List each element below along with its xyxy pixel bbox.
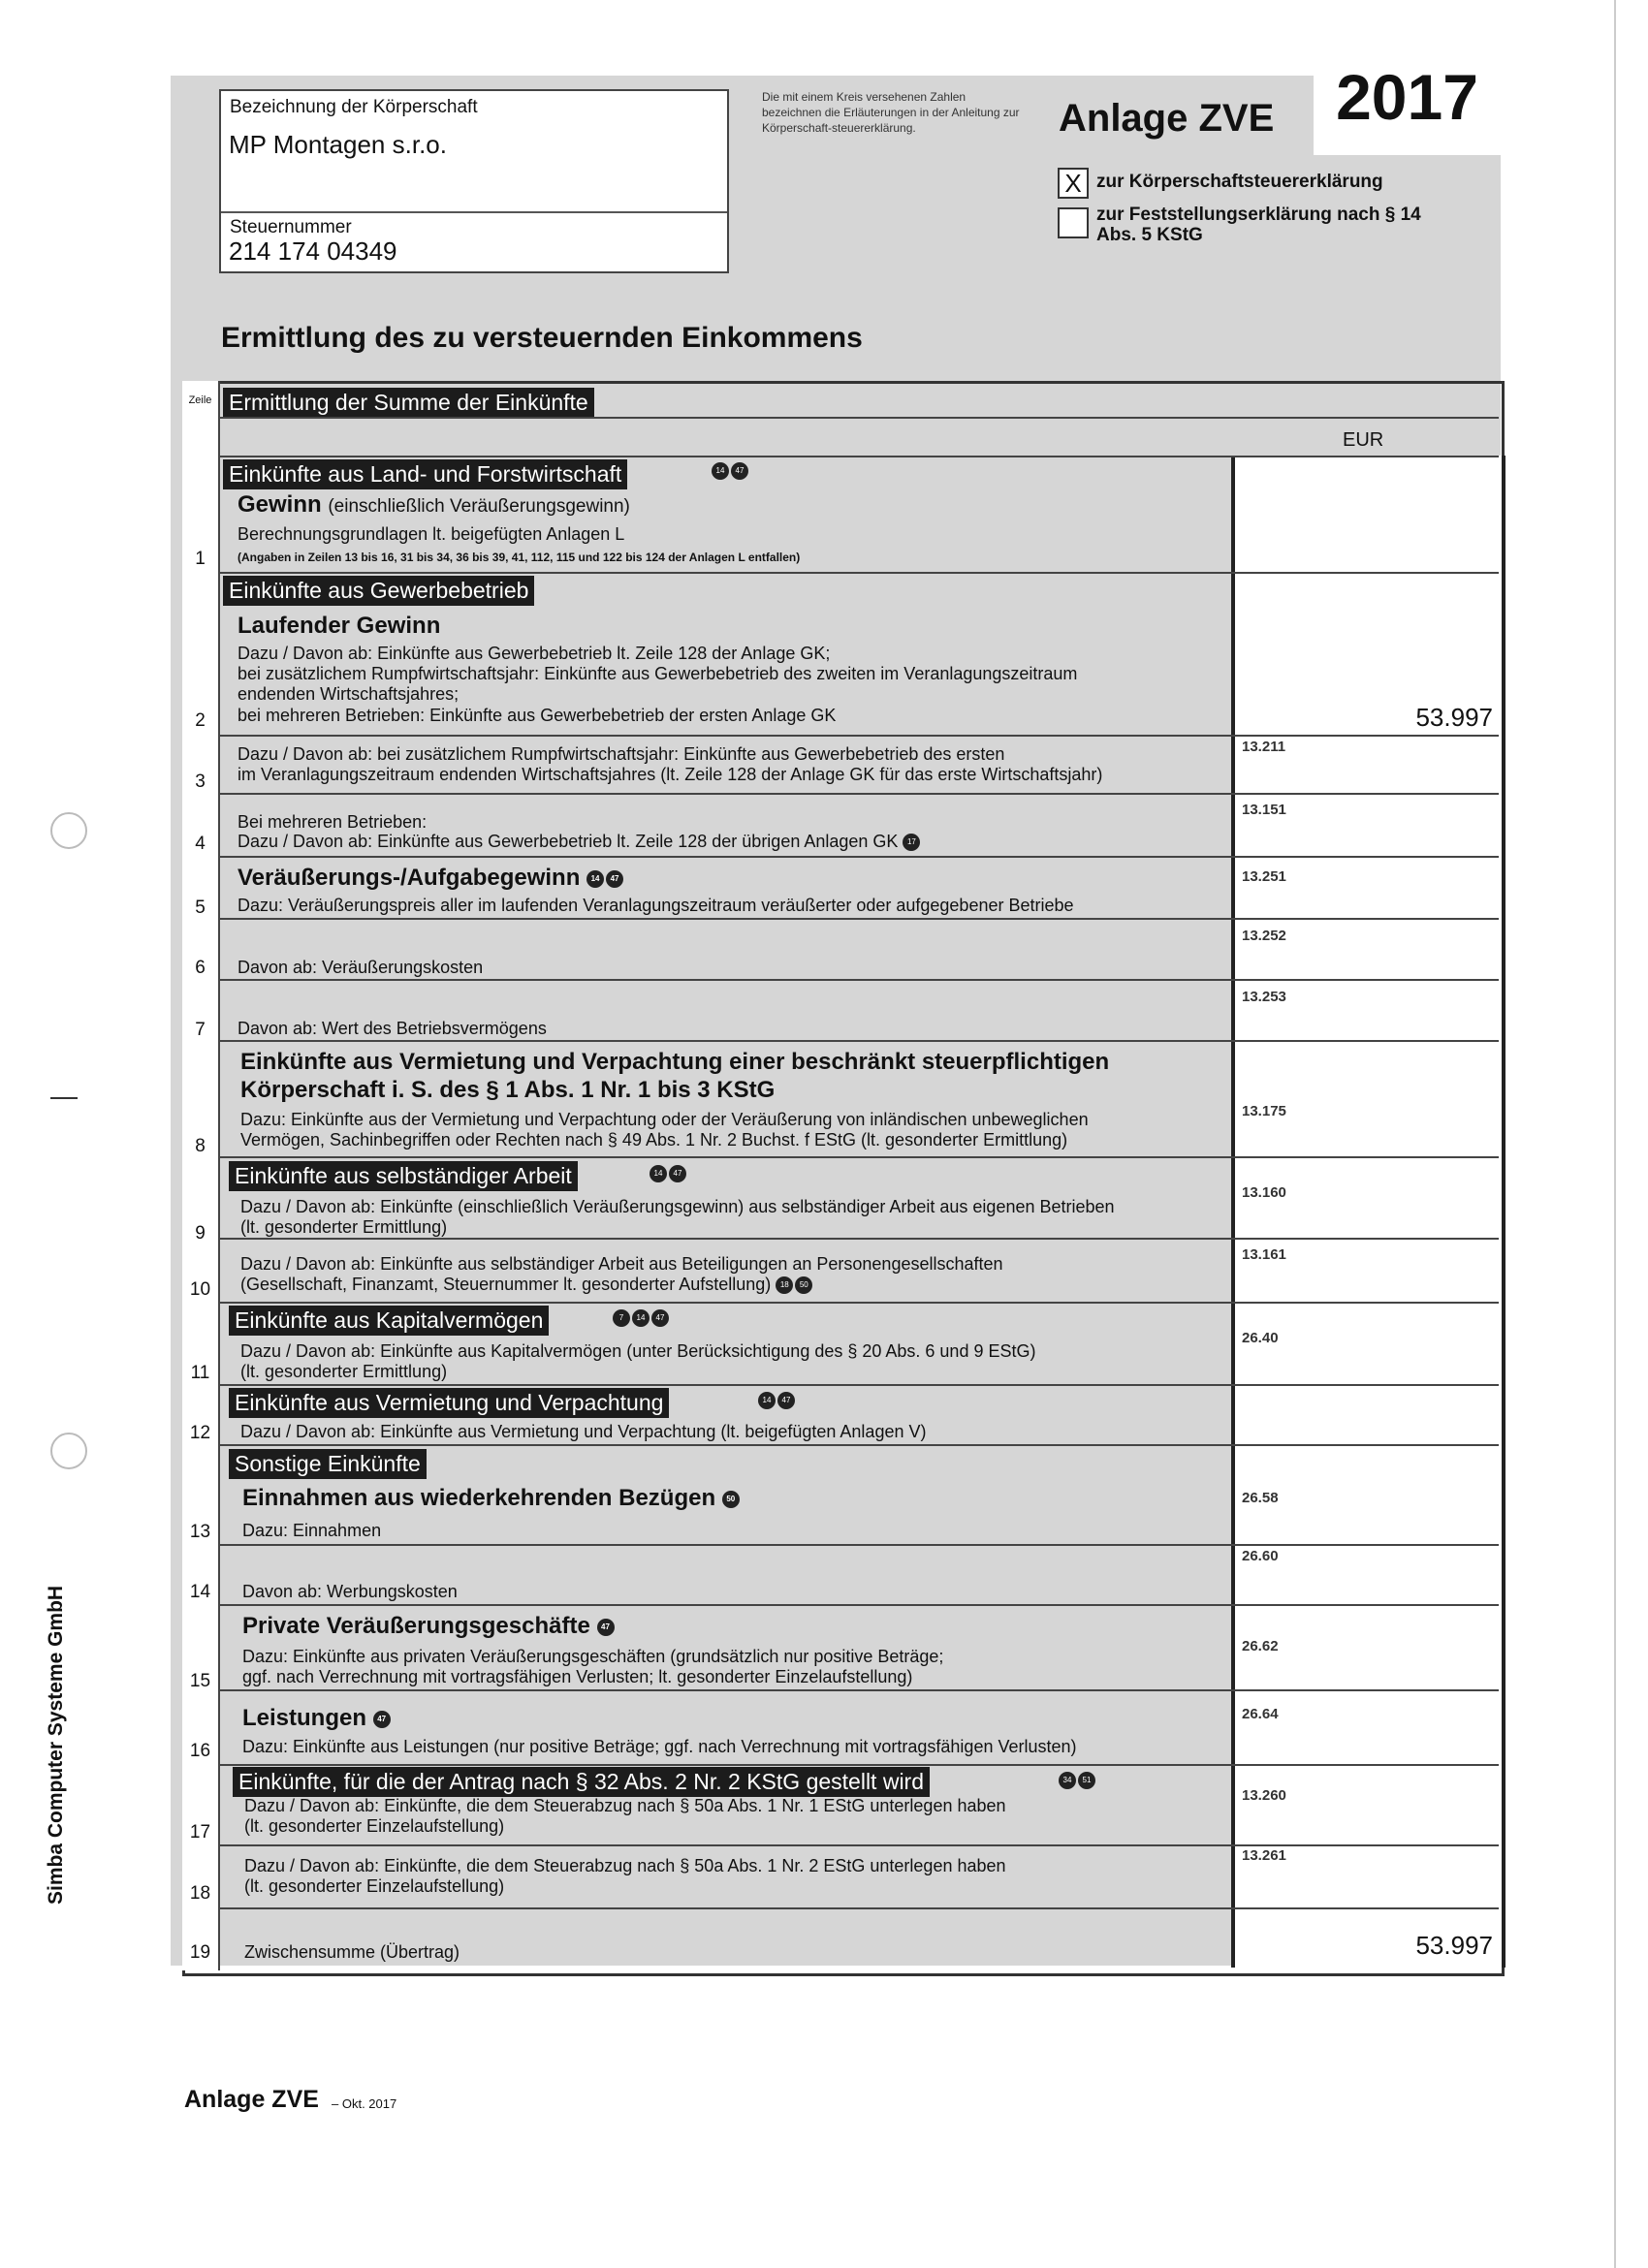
banner-gewerbebetrieb: Einkünfte aus Gewerbebetrieb bbox=[223, 576, 534, 606]
row-divider bbox=[220, 1040, 1499, 1042]
footer-title: Anlage ZVE bbox=[184, 2086, 319, 2113]
row2-desc4: bei mehreren Betrieben: Einkünfte aus Gewerbebetrieb der ersten Anlage GK bbox=[238, 706, 837, 725]
banner-vermietung-verpachtung: Einkünfte aus Vermietung und Verpachtung bbox=[229, 1388, 669, 1418]
row3-desc2: im Veranlagungszeitraum endenden Wirtschaftsjahres (lt. Zeile 128 der Anlage GK für das erste Wirtschaftsjahr) bbox=[238, 765, 1103, 784]
row5-desc: Dazu: Veräußerungspreis aller im laufenden Veranlagungszeitraum veräußerter oder aufgegebener Betriebe bbox=[238, 896, 1074, 915]
row16-title-text: Leistungen bbox=[242, 1705, 367, 1731]
banner-land-forstwirtschaft bbox=[223, 459, 627, 489]
form-year: 2017 bbox=[1336, 61, 1478, 133]
zeile-number: 14 bbox=[189, 1582, 211, 1602]
note-dot: 14 bbox=[650, 1165, 667, 1182]
zeile-number: 19 bbox=[189, 1942, 211, 1963]
row-divider bbox=[220, 456, 1499, 457]
banner-sonstige-einkuenfte: Sonstige Einkünfte bbox=[229, 1449, 427, 1479]
eur-label: EUR bbox=[1343, 429, 1384, 451]
row12-desc: Dazu / Davon ab: Einkünfte aus Vermietung und Verpachtung (lt. beigefügten Anlagen V) bbox=[240, 1422, 927, 1441]
row1-title bbox=[238, 491, 630, 519]
zeile-number: 1 bbox=[195, 549, 206, 569]
row-divider bbox=[220, 1544, 1499, 1546]
zeile-number: 16 bbox=[189, 1741, 211, 1761]
zeile-number: 6 bbox=[195, 958, 206, 978]
row-divider bbox=[220, 793, 1499, 795]
note-dot: 14 bbox=[712, 462, 729, 480]
row15-desc1: Dazu: Einkünfte aus privaten Veräußerungsgeschäften (grundsätzlich nur positive Beträge; bbox=[242, 1647, 944, 1666]
row11-code: 26.40 bbox=[1242, 1330, 1279, 1346]
note-dot: 7 bbox=[613, 1309, 630, 1327]
row18-desc2: (lt. gesonderter Einzelaufstellung) bbox=[244, 1876, 505, 1896]
banner-kapitalvermoegen: Einkünfte aus Kapitalvermögen bbox=[229, 1306, 549, 1336]
row-divider bbox=[220, 1844, 1499, 1846]
row4-desc2 bbox=[238, 832, 922, 852]
company-name-field[interactable]: MP Montagen s.r.o. bbox=[229, 130, 447, 159]
row8-code: 13.175 bbox=[1242, 1103, 1286, 1119]
zeile-number: 12 bbox=[189, 1423, 211, 1443]
row-divider bbox=[220, 1156, 1499, 1158]
company-divider bbox=[221, 211, 727, 213]
banner-antrag-32: Einkünfte, für die der Antrag nach § 32 Abs. 2 Nr. 2 KStG gestellt wird bbox=[233, 1767, 930, 1797]
row14-code: 26.60 bbox=[1242, 1548, 1279, 1564]
checkbox-feststellung-label: zur Feststellungserklärung nach § 14 Abs. 5 KStG bbox=[1096, 205, 1421, 245]
row10-code: 13.161 bbox=[1242, 1246, 1286, 1263]
note-dot: 50 bbox=[722, 1491, 740, 1508]
row9-desc1: Dazu / Davon ab: Einkünfte (einschließlich Veräußerungsgewinn) aus selbständiger Arbeit aus eigenen Betrieben bbox=[240, 1197, 1115, 1216]
note-dot: 14 bbox=[758, 1392, 776, 1409]
note-dots bbox=[613, 1309, 671, 1327]
row5-code: 13.251 bbox=[1242, 868, 1286, 885]
zeile-number: 5 bbox=[195, 898, 206, 918]
row9-desc2: (lt. gesonderter Ermittlung) bbox=[240, 1217, 448, 1237]
row8-title2: Körperschaft i. S. des § 1 Abs. 1 Nr. 1 bis 3 KStG bbox=[240, 1077, 776, 1103]
zeile-number: 3 bbox=[195, 772, 206, 792]
row2-desc2: bei zusätzlichem Rumpfwirtschaftsjahr: Einkünfte aus Gewerbebetrieb des zweiten im Veranlagungszeitraum bbox=[238, 664, 1078, 683]
row-divider bbox=[220, 1444, 1499, 1446]
punch-hole bbox=[50, 1433, 87, 1469]
row-divider bbox=[220, 1604, 1499, 1606]
taxno-label: Steuernummer bbox=[230, 217, 352, 237]
zeile-number: 8 bbox=[195, 1136, 206, 1156]
note-dot: 47 bbox=[606, 870, 623, 888]
note-dots bbox=[650, 1165, 688, 1182]
row2-amount-field[interactable]: 53.997 bbox=[1415, 703, 1493, 732]
row19-amount-field[interactable]: 53.997 bbox=[1415, 1931, 1493, 1960]
row13-code: 26.58 bbox=[1242, 1490, 1279, 1506]
row16-title bbox=[242, 1705, 393, 1732]
checkbox-koerperschaftsteuer[interactable]: X bbox=[1058, 168, 1089, 199]
row17-code: 13.260 bbox=[1242, 1787, 1286, 1804]
row-divider bbox=[220, 856, 1499, 858]
zeile-number: 18 bbox=[189, 1883, 211, 1904]
row8-title1: Einkünfte aus Vermietung und Verpachtung einer beschränkt steuerpflichtigen bbox=[240, 1049, 1110, 1075]
row15-title-text: Private Veräußerungsgeschäfte bbox=[242, 1613, 590, 1639]
row-divider bbox=[220, 1689, 1499, 1691]
row4-code: 13.151 bbox=[1242, 802, 1286, 818]
zeile-number: 4 bbox=[195, 834, 206, 854]
row6-desc: Davon ab: Veräußerungskosten bbox=[238, 958, 484, 977]
section-heading: Ermittlung des zu versteuernden Einkommens bbox=[221, 322, 863, 354]
footer-date: – Okt. 2017 bbox=[332, 2096, 397, 2111]
row3-desc1: Dazu / Davon ab: bei zusätzlichem Rumpfwirtschaftsjahr: Einkünfte aus Gewerbebetrieb des ersten bbox=[238, 744, 1005, 764]
fold-mark bbox=[50, 1097, 78, 1099]
row16-code: 26.64 bbox=[1242, 1706, 1279, 1722]
row17-desc1: Dazu / Davon ab: Einkünfte, die dem Steuerabzug nach § 50a Abs. 1 Nr. 1 EStG unterlegen haben bbox=[244, 1796, 1006, 1815]
note-dot: 51 bbox=[1078, 1772, 1095, 1789]
note-dot: 18 bbox=[776, 1276, 793, 1294]
zeile-header: Zeile bbox=[188, 394, 212, 406]
row1-title-text: Gewinn bbox=[238, 491, 322, 518]
explanation-hint: Die mit einem Kreis versehenen Zahlen bezeichnen die Erläuterungen in der Anleitung zur Körperschaft-steuererklärung. bbox=[762, 90, 1020, 135]
vendor-side-text: Simba Computer Systeme GmbH bbox=[45, 1585, 67, 1905]
row8-desc1: Dazu: Einkünfte aus der Vermietung und Verpachtung oder der Veräußerung von inländischen unbeweglichen bbox=[240, 1110, 1089, 1129]
zeile-number: 11 bbox=[190, 1363, 210, 1383]
row11-desc2: (lt. gesonderter Ermittlung) bbox=[240, 1362, 448, 1381]
row3-code: 13.211 bbox=[1242, 739, 1286, 755]
note-dot: 17 bbox=[903, 834, 920, 851]
row2-title: Laufender Gewinn bbox=[238, 613, 441, 639]
form-title: Anlage ZVE bbox=[1059, 97, 1275, 140]
row15-code: 26.62 bbox=[1242, 1638, 1279, 1654]
page-edge bbox=[1614, 0, 1616, 2268]
row-divider bbox=[220, 1384, 1499, 1386]
row14-desc: Davon ab: Werbungskosten bbox=[242, 1582, 458, 1601]
row-divider bbox=[220, 1907, 1499, 1909]
row2-desc3: endenden Wirtschaftsjahres; bbox=[238, 684, 460, 704]
row11-desc1: Dazu / Davon ab: Einkünfte aus Kapitalvermögen (unter Berücksichtigung des § 20 Abs. 6 und 9 EStG) bbox=[240, 1341, 1036, 1361]
checkbox-feststellung[interactable] bbox=[1058, 207, 1089, 238]
row7-code: 13.253 bbox=[1242, 989, 1286, 1005]
note-dot: 14 bbox=[632, 1309, 650, 1327]
note-dots bbox=[1059, 1772, 1097, 1789]
note-dot: 47 bbox=[731, 462, 748, 480]
row-divider bbox=[220, 918, 1499, 920]
row9-code: 13.160 bbox=[1242, 1184, 1286, 1201]
row10-desc2-text: (Gesellschaft, Finanzamt, Steuernummer lt. gesonderter Aufstellung) bbox=[240, 1275, 772, 1294]
row10-desc1: Dazu / Davon ab: Einkünfte aus selbständiger Arbeit aus Beteiligungen an Personengesellschaften bbox=[240, 1254, 1003, 1274]
amount-column bbox=[1231, 456, 1505, 1968]
checkbox-koerperschaftsteuer-label: zur Körperschaftsteuererklärung bbox=[1096, 172, 1383, 192]
row13-title bbox=[242, 1485, 742, 1512]
note-dot: 14 bbox=[586, 870, 604, 888]
row1-title-suffix: (einschließlich Veräußerungsgewinn) bbox=[328, 496, 630, 517]
row-divider bbox=[220, 1764, 1499, 1766]
banner-summe-einkuenfte: Ermittlung der Summe der Einkünfte bbox=[223, 388, 594, 418]
row13-title-text: Einnahmen aus wiederkehrenden Bezügen bbox=[242, 1485, 716, 1511]
row-divider bbox=[220, 1238, 1499, 1240]
row-divider bbox=[220, 979, 1499, 981]
row1-desc: Berechnungsgrundlagen lt. beigefügten Anlagen L bbox=[238, 524, 625, 544]
row15-title bbox=[242, 1613, 617, 1640]
row-divider bbox=[220, 572, 1499, 574]
zeile-number: 10 bbox=[189, 1279, 211, 1300]
zeile-number: 2 bbox=[195, 710, 206, 731]
row1-note: (Angaben in Zeilen 13 bis 16, 31 bis 34, 36 bis 39, 41, 112, 115 und 122 bis 124 der Anlagen L entfallen) bbox=[238, 551, 801, 564]
row7-desc: Davon ab: Wert des Betriebsvermögens bbox=[238, 1019, 547, 1038]
note-dot: 47 bbox=[373, 1711, 391, 1728]
row5-title bbox=[238, 865, 625, 892]
company-box bbox=[219, 89, 729, 273]
punch-hole bbox=[50, 812, 87, 849]
row6-code: 13.252 bbox=[1242, 928, 1286, 944]
row5-title-text: Veräußerungs-/Aufgabegewinn bbox=[238, 865, 581, 891]
row-divider bbox=[220, 735, 1499, 737]
note-dots bbox=[758, 1392, 797, 1409]
zeile-number: 7 bbox=[195, 1020, 206, 1040]
zeile-number: 13 bbox=[189, 1522, 211, 1542]
company-label: Bezeichnung der Körperschaft bbox=[230, 97, 478, 117]
note-dot: 34 bbox=[1059, 1772, 1076, 1789]
banner-selbstaendige-arbeit: Einkünfte aus selbständiger Arbeit bbox=[229, 1161, 578, 1191]
row4-desc1: Bei mehreren Betrieben: bbox=[238, 812, 428, 832]
eur-header-row bbox=[220, 417, 1499, 457]
row19-desc: Zwischensumme (Übertrag) bbox=[244, 1942, 460, 1962]
row4-desc2-text: Dazu / Davon ab: Einkünfte aus Gewerbebetrieb lt. Zeile 128 der übrigen Anlagen GK bbox=[238, 832, 899, 851]
row13-desc: Dazu: Einnahmen bbox=[242, 1521, 382, 1540]
zeile-number: 9 bbox=[195, 1223, 206, 1244]
row18-code: 13.261 bbox=[1242, 1847, 1286, 1864]
zeile-column bbox=[182, 381, 220, 1970]
row2-desc1: Dazu / Davon ab: Einkünfte aus Gewerbebetrieb lt. Zeile 128 der Anlage GK; bbox=[238, 644, 831, 663]
zeile-number: 17 bbox=[189, 1822, 211, 1843]
zeile-number: 15 bbox=[189, 1671, 211, 1691]
note-dot: 47 bbox=[597, 1619, 615, 1636]
taxno-field[interactable]: 214 174 04349 bbox=[229, 236, 397, 266]
row17-desc2: (lt. gesonderter Einzelaufstellung) bbox=[244, 1816, 505, 1836]
row18-desc1: Dazu / Davon ab: Einkünfte, die dem Steuerabzug nach § 50a Abs. 1 Nr. 2 EStG unterlegen haben bbox=[244, 1856, 1006, 1875]
note-dot: 50 bbox=[795, 1276, 812, 1294]
row10-desc2 bbox=[240, 1275, 814, 1295]
banner-text: Einkünfte aus Land- und Forstwirtschaft bbox=[229, 461, 622, 487]
row8-desc2: Vermögen, Sachinbegriffen oder Rechten nach § 49 Abs. 1 Nr. 2 Buchst. f EStG (lt. gesonderter Ermittlung) bbox=[240, 1130, 1068, 1150]
note-dots bbox=[712, 462, 750, 480]
row15-desc2: ggf. nach Verrechnung mit vortragsfähigen Verlusten; lt. gesonderter Einzelaufstellung) bbox=[242, 1667, 913, 1686]
row-divider bbox=[220, 1302, 1499, 1304]
note-dot: 47 bbox=[777, 1392, 795, 1409]
note-dot: 47 bbox=[651, 1309, 669, 1327]
row16-desc: Dazu: Einkünfte aus Leistungen (nur positive Beträge; ggf. nach Verrechnung mit vortragsfähigen Verlusten) bbox=[242, 1737, 1077, 1756]
note-dot: 47 bbox=[669, 1165, 686, 1182]
